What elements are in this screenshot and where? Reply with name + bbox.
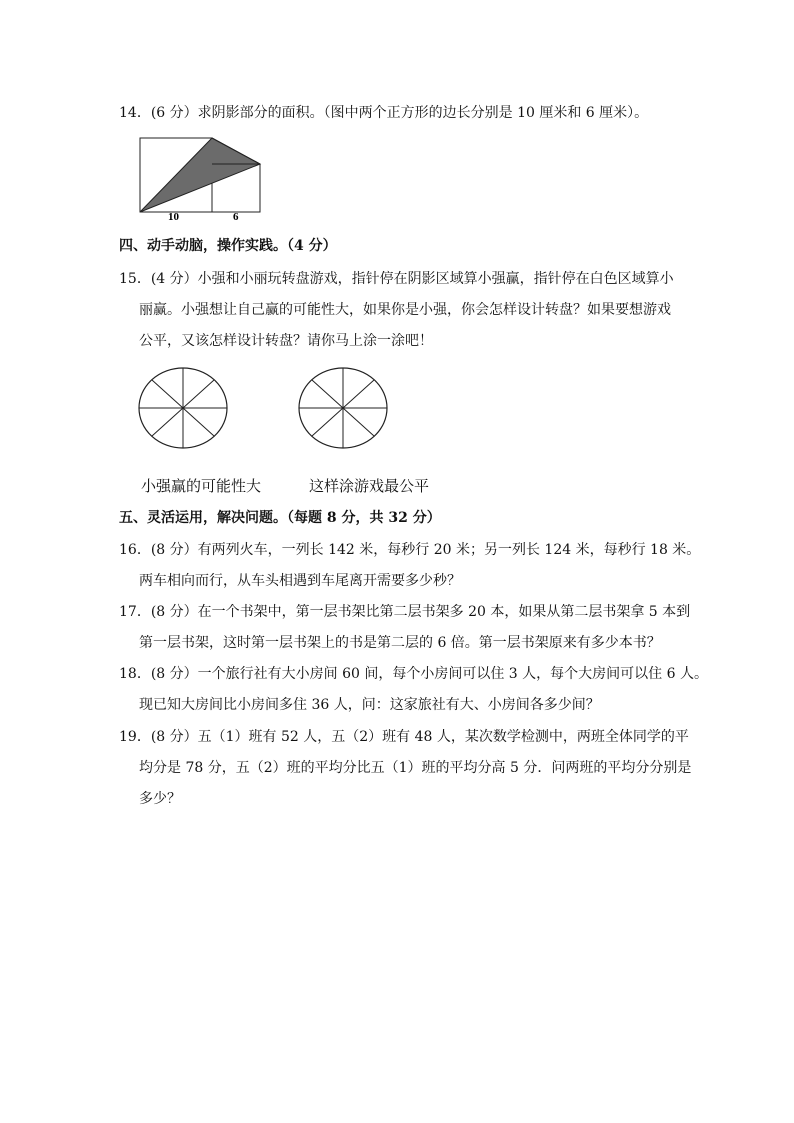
question-16-line-1: 16．(8 分）有两列火车，一列长 142 米，每秒行 20 米；另一列长 124 米，每秒行 18 米。 <box>119 542 701 558</box>
section-5-title: 五、灵活运用，解决问题。（每题 8 分，共 32 分） <box>119 510 441 526</box>
question-15-line-2: 丽赢。小强想让自己赢的可能性大，如果你是小强，你会怎样设计转盘？如果要想游戏 <box>139 302 671 318</box>
shaded-area-figure <box>138 136 268 226</box>
question-16-line-2: 两车相向而行，从车头相遇到车尾离开需要多少秒？ <box>139 573 461 589</box>
question-18-line-1: 18．(8 分）一个旅行社有大小房间 60 间，每个小房间可以住 3 人，每个大房间可以住 6 人。 <box>119 666 708 682</box>
question-14-text: 14．(6 分）求阴影部分的面积。（图中两个正方形的边长分别是 10 厘米和 6 厘米）。 <box>119 105 649 121</box>
caption-right: 这样涂游戏最公平 <box>309 477 430 495</box>
spinner-right[interactable] <box>297 366 391 450</box>
label-10: 10 <box>168 211 179 223</box>
question-15-line-3: 公平，又该怎样设计转盘？请你马上涂一涂吧！ <box>139 333 433 349</box>
spinner-left[interactable] <box>137 366 231 450</box>
question-15-line-1: 15．(4 分）小强和小丽玩转盘游戏，指针停在阴影区域算小强赢，指针停在白色区域算小 <box>119 271 674 287</box>
question-18-line-2: 现已知大房间比小房间多住 36 人，问：这家旅社有大、小房间各多少间？ <box>139 697 600 713</box>
question-19-line-2: 均分是 78 分，五（2）班的平均分比五（1）班的平均分高 5 分．问两班的平均分分别是 <box>139 760 692 776</box>
question-19-line-1: 19．(8 分）五（1）班有 52 人，五（2）班有 48 人，某次数学检测中，两班全体同学的平 <box>119 729 689 745</box>
caption-left: 小强赢的可能性大 <box>141 477 262 495</box>
question-17-line-2: 第一层书架，这时第一层书架上的书是第二层的 6 倍。第一层书架原来有多少本书？ <box>139 635 661 651</box>
section-4-title: 四、动手动脑，操作实践。（4 分） <box>119 238 337 254</box>
question-17-line-1: 17．(8 分）在一个书架中，第一层书架比第二层书架多 20 本，如果从第二层书架拿 5 本到 <box>119 604 691 620</box>
question-19-line-3: 多少？ <box>139 791 181 807</box>
label-6: 6 <box>233 211 239 223</box>
